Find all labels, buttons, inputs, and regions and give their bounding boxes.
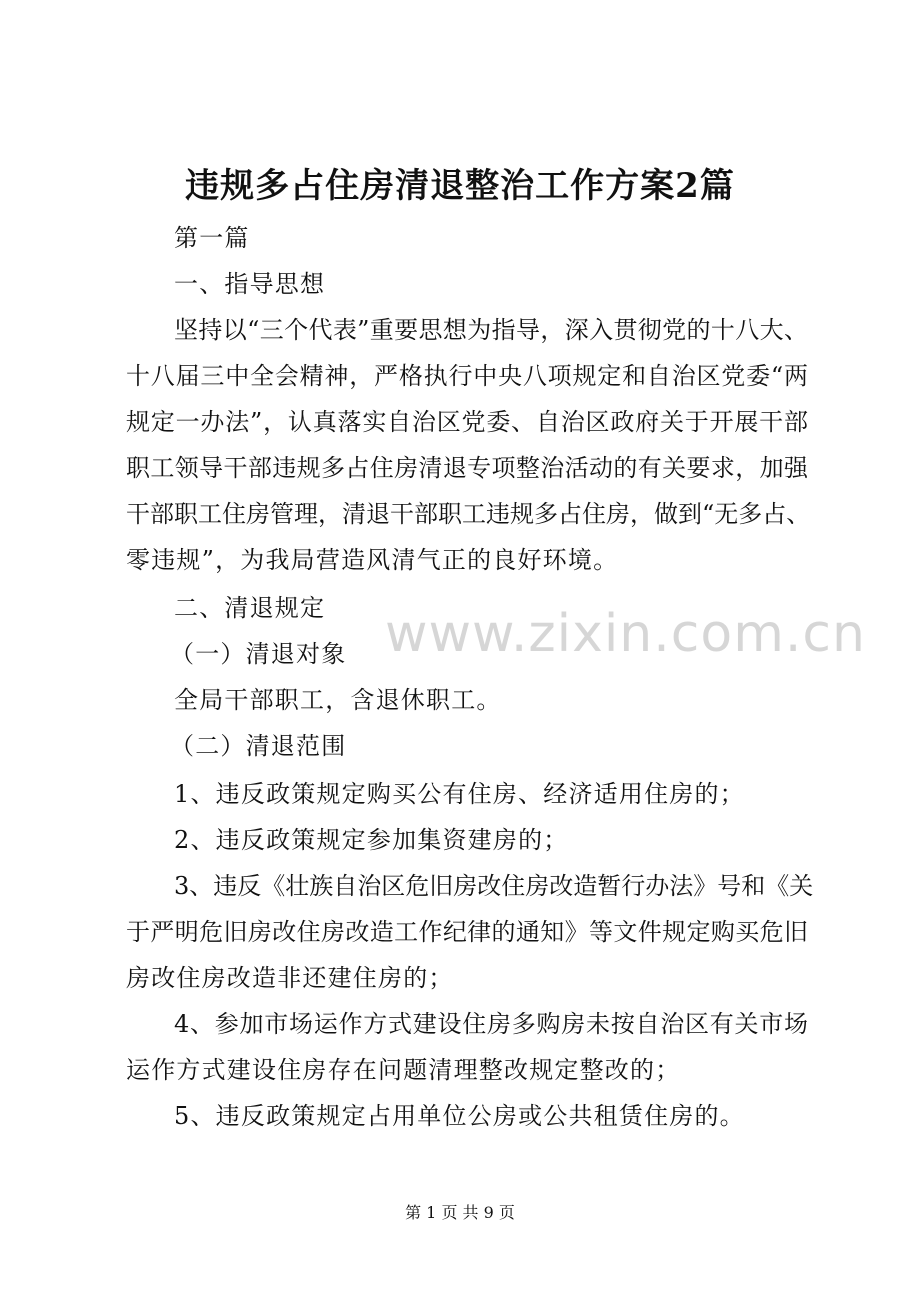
- paragraph-line: 干部职工住房管理，清退干部职工违规多占住房，做到“无多占、: [126, 500, 811, 528]
- watermark: www.zixin.com.cn: [385, 604, 866, 664]
- subheading-clearance-targets: （一）清退对象: [170, 640, 347, 668]
- page-footer: 第 1 页 共 9 页: [405, 1203, 515, 1222]
- section-label: 第一篇: [174, 224, 250, 252]
- paragraph-line: 职工领导干部违规多占住房清退专项整治活动的有关要求，加强: [126, 454, 808, 482]
- list-item-line: 房改住房改造非还建住房的；: [126, 964, 454, 992]
- list-item: 1、违反政策规定购买公有住房、经济适用住房的；: [174, 780, 745, 808]
- paragraph-line: 坚持以“三个代表”重要思想为指导，深入贯彻党的十八大、: [174, 316, 808, 344]
- list-item: 5、违反政策规定占用单位公房或公共租赁住房的。: [174, 1102, 745, 1130]
- list-item-line: 运作方式建设住房存在问题清理整改规定整改的；: [126, 1056, 681, 1084]
- list-item: 2、违反政策规定参加集资建房的；: [174, 826, 569, 854]
- list-item-line: 3、违反《壮族自治区危旧房改住房改造暂行办法》号和《关: [174, 872, 814, 900]
- clearance-targets-text: 全局干部职工，含退休职工。: [174, 686, 502, 714]
- heading-clearance-rules: 二、清退规定: [174, 594, 326, 622]
- paragraph-line: 规定一办法”，认真落实自治区党委、自治区政府关于开展干部: [126, 408, 808, 436]
- heading-guiding-ideology: 一、指导思想: [174, 270, 326, 298]
- list-item-line: 4、参加市场运作方式建设住房多购房未按自治区有关市场: [174, 1010, 808, 1038]
- document-title: 违规多占住房清退整治工作方案2篇: [185, 166, 735, 206]
- paragraph-line: 零违规”，为我局营造风清气正的良好环境。: [126, 546, 619, 574]
- subheading-clearance-scope: （二）清退范围: [170, 732, 347, 760]
- list-item-line: 于严明危旧房改住房改造工作纪律的通知》等文件规定购买危旧: [126, 918, 808, 946]
- paragraph-line: 十八届三中全会精神，严格执行中央八项规定和自治区党委“两: [126, 362, 808, 390]
